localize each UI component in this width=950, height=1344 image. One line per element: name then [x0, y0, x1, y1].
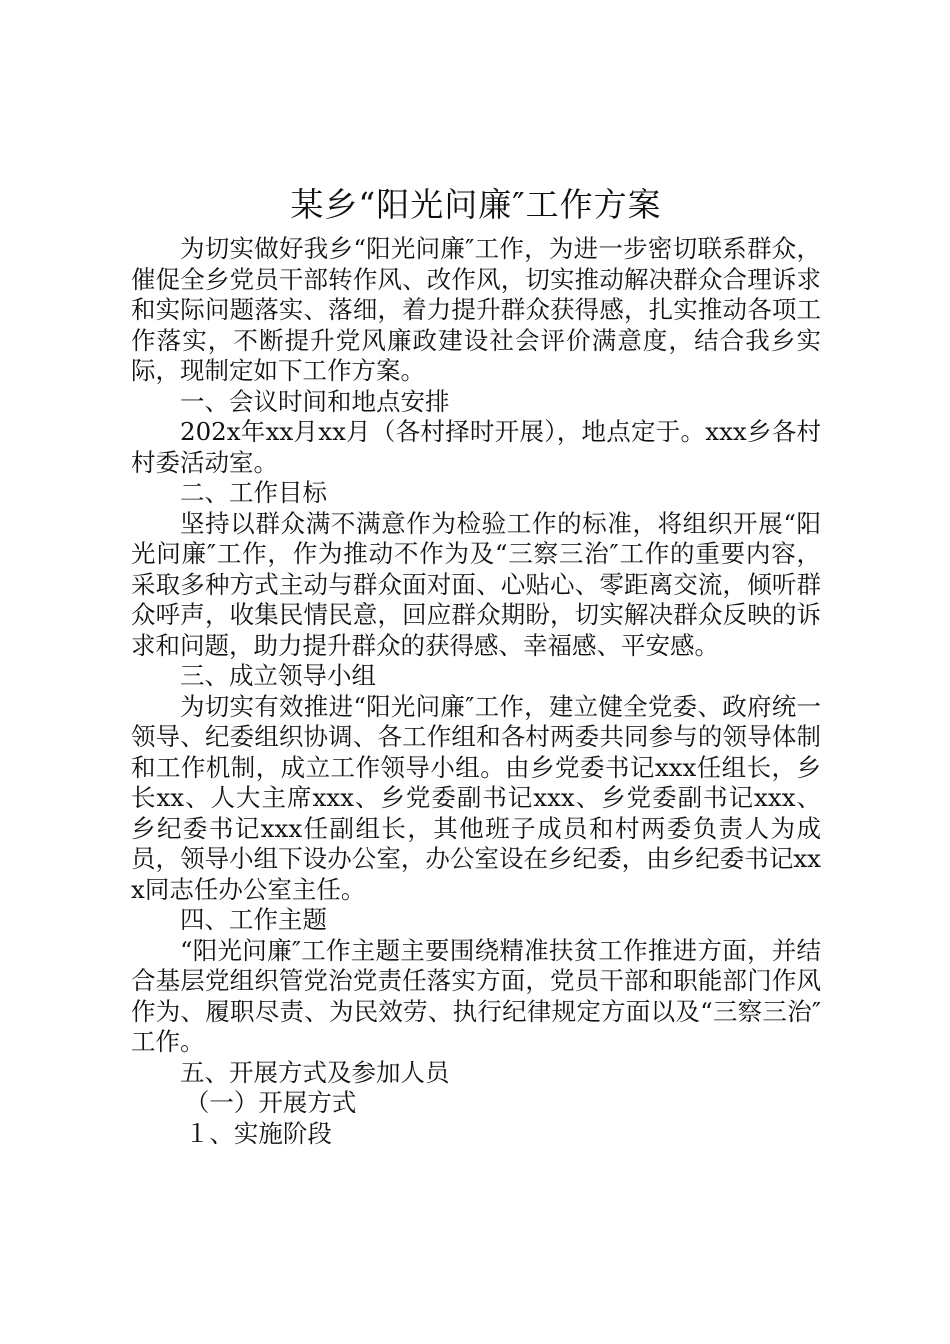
document-page: [131, 182, 821, 1149]
leadership-group-paragraph: 为切实有效推进“阳光问廉″工作，建立健全党委、政府统一领导、纪委组织协调、各工作组和各村两委共同参与的领导体制和工作机制，成立工作领导小组。由乡党委书记xxx任组长，乡长xx、人大主席xxx、乡党委副书记xxx、乡党委副书记xxx、乡纪委书记xxx任副组长，其他班子成员和村两委负责人为成员，领导小组下设办公室，办公室设在乡纪委，由乡纪委书记xxx同志任办公室主任。: [131, 691, 821, 904]
section-heading-1: 一、会议时间和地点安排: [180, 386, 450, 416]
section-heading-3: 三、成立领导小组: [180, 661, 376, 690]
document-title: 某乡“阳光问廉″工作方案: [290, 185, 662, 224]
subsection-heading-1: （一）开展方式: [184, 1088, 357, 1117]
section-heading-2: 二、工作目标: [180, 478, 327, 507]
section-heading-5: 五、开展方式及参加人员: [180, 1057, 450, 1087]
work-goal-paragraph: 坚持以群众满不满意作为检验工作的标准，将组织开展“阳光问廉″工作，作为推动不作为及“三察三治″工作的重要内容，采取多种方式主动与群众面对面、心贴心、零距离交流，倾听群众呼声，收集民情民意，回应群众期盼，切实解决群众反映的诉求和问题，助力提升群众的获得感、幸福感、平安感。: [131, 508, 821, 660]
subsection-heading-1-1: １、实施阶段: [184, 1118, 332, 1148]
work-theme-paragraph: “阳光问廉″工作主题主要围绕精准扶贫工作推进方面，并结合基层党组织管党治党责任落实方面，党员干部和职能部门作风作为、履职尽责、为民效劳、执行纪律规定方面以及“三察三治″工作。: [131, 935, 821, 1056]
meeting-time-paragraph: 202x年xx月xx月（各村择时开展），地点定于。xxx乡各村村委活动室。: [131, 417, 821, 477]
section-heading-4: 四、工作主题: [180, 905, 327, 934]
intro-paragraph: 为切实做好我乡“阳光问廉″工作，为进一步密切联系群众，催促全乡党员干部转作风、改作风，切实推动解决群众合理诉求和实际问题落实、落细，着力提升群众获得感，扎实推动各项工作落实，不断提升党风廉政建设社会评价满意度，结合我乡实际，现制定如下工作方案。: [131, 234, 821, 385]
